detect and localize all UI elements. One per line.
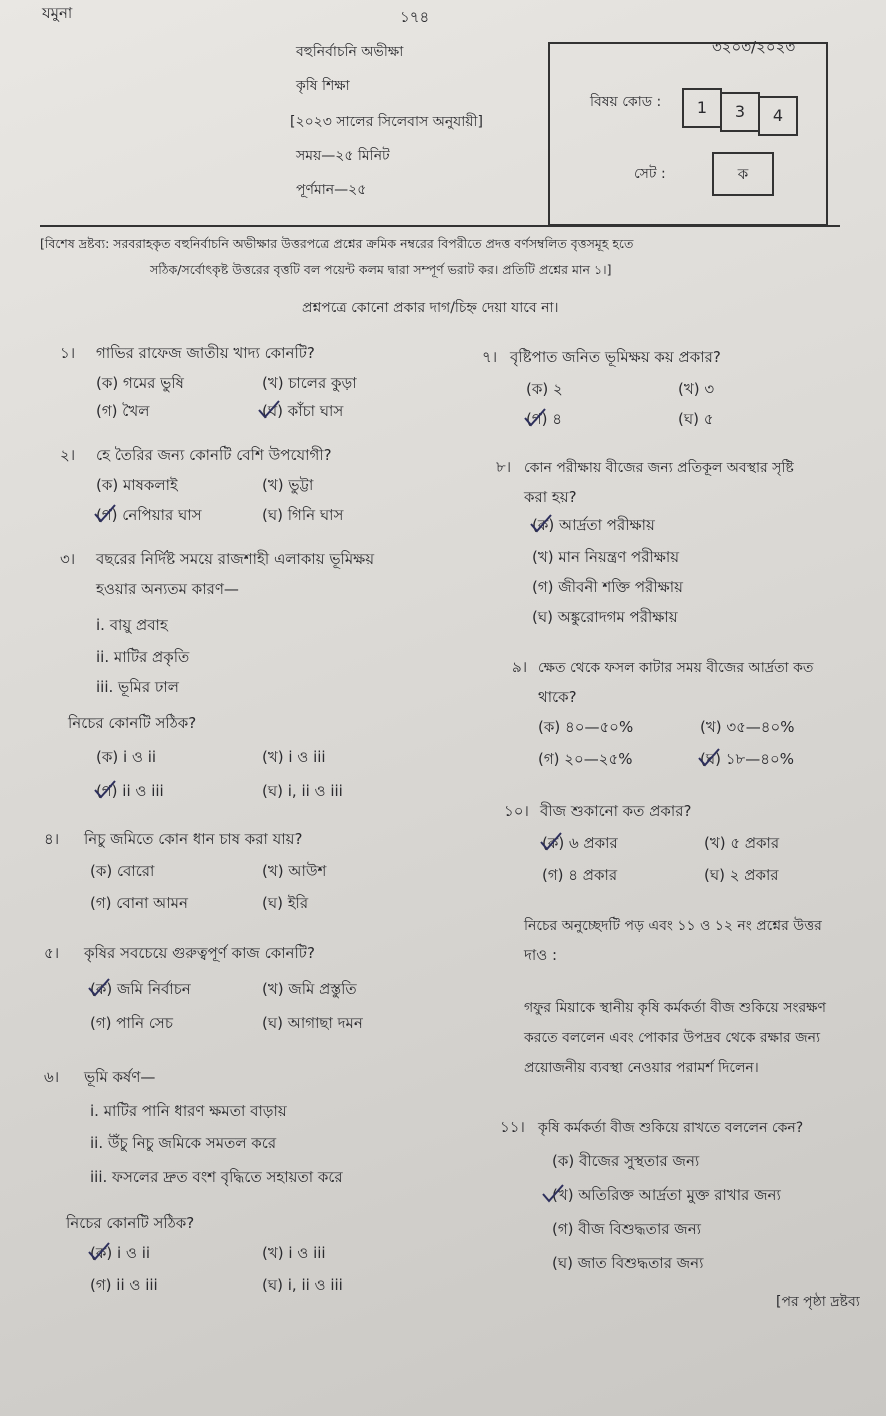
tick-mark-icon <box>256 398 282 420</box>
q6-statement-ii: ii. উঁচু নিচু জমিকে সমতল করে <box>90 1134 277 1152</box>
passage-body-line-2: করতে বললেন এবং পোকার উপদ্রব থেকে রক্ষার জন্য <box>524 1030 821 1046</box>
q9-text-line-2: থাকে? <box>538 688 577 706</box>
instruction-line-3: প্রশ্নপত্রে কোনো প্রকার দাগ/চিহ্ন দেয়া যাবে না। <box>302 300 559 316</box>
q11-option-a: (ক) বীজের সুস্থতার জন্য <box>552 1152 700 1170</box>
q8-number: ৮। <box>496 458 512 476</box>
q6-ask: নিচের কোনটি সঠিক? <box>66 1214 195 1232</box>
set-value-box: ক <box>712 152 774 196</box>
q11-option-d: (ঘ) জাত বিশুদ্ধতার জন্য <box>552 1254 704 1272</box>
q4-option-d: (ঘ) ইরি <box>262 894 309 912</box>
passage-intro-line-1: নিচের অনুচ্ছেদটি পড় এবং ১১ ও ১২ নং প্রশ্নের উত্তর <box>524 918 822 934</box>
syllabus-note: [২০২৩ সালের সিলেবাস অনুযায়ী] <box>290 114 484 130</box>
q6-text: ভূমি কর্ষণ— <box>84 1068 156 1086</box>
tick-mark-icon <box>528 512 554 534</box>
q3-statement-iii: iii. ভূমির ঢাল <box>96 678 179 696</box>
subject-code-digit-1: 1 <box>682 88 722 128</box>
q10-option-d: (ঘ) ২ প্রকার <box>704 866 779 884</box>
q2-number: ২। <box>60 446 76 464</box>
q4-text: নিচু জমিতে কোন ধান চাষ করা যায়? <box>84 830 303 848</box>
q1-option-a: (ক) গমের ভুষি <box>96 374 184 392</box>
instruction-line-2: সঠিক/সর্বোৎকৃষ্ট উত্তরের বৃত্তটি বল পয়েন্ট কলম দ্বারা সম্পূর্ণ ভরাট কর। প্রতিটি প্রশ্নের মান ১।] <box>150 262 612 277</box>
q6-option-b: (খ) i ও iii <box>262 1244 326 1262</box>
tick-mark-icon <box>92 778 118 800</box>
q5-option-c: (গ) পানি সেচ <box>90 1014 173 1032</box>
q2-option-c: (গ) নেপিয়ার ঘাস <box>96 506 202 524</box>
subject-code-box <box>548 42 828 226</box>
q2-text: হে তৈরির জন্য কোনটি বেশি উপযোগী? <box>96 446 332 464</box>
tick-mark-icon <box>86 976 112 998</box>
q10-text: বীজ শুকানো কত প্রকার? <box>540 802 692 820</box>
q9-text-line-1: ক্ষেত থেকে ফসল কাটার সময় বীজের আর্দ্রতা কত <box>538 660 814 676</box>
q2-option-b: (খ) ভুট্টা <box>262 476 314 494</box>
set-label: সেট : <box>634 166 666 182</box>
q5-number: ৫। <box>44 944 60 962</box>
q1-text: গাভির রাফেজ জাতীয় খাদ্য কোনটি? <box>96 344 315 362</box>
q3-text-line-1: বছরের নির্দিষ্ট সময়ে রাজশাহী এলাকায় ভূমিক্ষয় <box>96 550 375 568</box>
q6-option-a: (ক) i ও ii <box>90 1244 151 1262</box>
q7-option-d: (ঘ) ৫ <box>678 410 714 428</box>
tick-mark-icon <box>696 746 722 768</box>
q1-option-d: (ঘ) কাঁচা ঘাস <box>262 402 344 420</box>
q1-number: ১। <box>60 344 76 362</box>
q4-number: ৪। <box>44 830 60 848</box>
q8-option-d: (ঘ) অঙ্কুরোদগম পরীক্ষায় <box>532 608 678 626</box>
q7-option-a: (ক) ২ <box>526 380 563 398</box>
instruction-line-1: [বিশেষ দ্রষ্টব্য: সরবরাহকৃত বহুনির্বাচনি অভীক্ষার উত্তরপত্রে প্রশ্নের ক্রমিক নম্বরের বিপরীতে প্রদত্ত বর্ণসম্বলিত বৃত্তসমূহ হতে <box>40 236 634 251</box>
q10-number: ১০। <box>504 802 529 820</box>
q11-text: কৃষি কর্মকর্তা বীজ শুকিয়ে রাখতে বললেন কেন? <box>538 1120 804 1136</box>
q3-option-c: (গ) ii ও iii <box>96 782 164 800</box>
q11-number: ১১। <box>500 1118 525 1136</box>
q3-text-line-2: হওয়ার অন্যতম কারণ— <box>96 580 239 598</box>
passage-body-line-3: প্রয়োজনীয় ব্যবস্থা নেওয়ার পরামর্শ দিলেন। <box>524 1060 759 1076</box>
passage-body-line-1: গফুর মিয়াকে স্থানীয় কৃষি কর্মকর্তা বীজ শুকিয়ে সংরক্ষণ <box>524 1000 826 1016</box>
q8-text-line-1: কোন পরীক্ষায় বীজের জন্য প্রতিকূল অবস্থার সৃষ্টি <box>524 460 794 476</box>
q3-statement-ii: ii. মাটির প্রকৃতি <box>96 648 190 666</box>
q10-option-c: (গ) ৪ প্রকার <box>542 866 618 884</box>
q8-option-c: (গ) জীবনী শক্তি পরীক্ষায় <box>532 578 683 596</box>
q8-option-a: (ক) আর্দ্রতা পরীক্ষায় <box>532 516 655 534</box>
q5-option-a: (ক) জমি নির্বাচন <box>90 980 191 998</box>
q3-statement-i: i. বায়ু প্রবাহ <box>96 616 168 634</box>
q8-option-b: (খ) মান নিয়ন্ত্রণ পরীক্ষায় <box>532 548 680 566</box>
code-reference: ৩২০৩/২০২৩ <box>712 38 796 56</box>
full-marks: পূর্ণমান—২৫ <box>296 182 367 198</box>
header-divider <box>40 225 840 227</box>
exam-type: বহুনির্বাচনি অভীক্ষা <box>296 44 404 60</box>
q3-option-a: (ক) i ও ii <box>96 748 157 766</box>
q7-option-c: (গ) ৪ <box>526 410 563 428</box>
q2-option-d: (ঘ) গিনি ঘাস <box>262 506 344 524</box>
q10-option-a: (ক) ৬ প্রকার <box>542 834 618 852</box>
q5-option-d: (ঘ) আগাছা দমন <box>262 1014 363 1032</box>
tick-mark-icon <box>86 1240 112 1262</box>
q4-option-a: (ক) বোরো <box>90 862 155 880</box>
q5-option-b: (খ) জমি প্রস্তুতি <box>262 980 357 998</box>
q9-option-d: (ঘ) ১৮—৪০% <box>700 750 794 768</box>
q3-ask: নিচের কোনটি সঠিক? <box>68 714 197 732</box>
tick-mark-icon <box>522 406 548 428</box>
tick-mark-icon <box>540 1182 566 1204</box>
q5-text: কৃষির সবচেয়ে গুরুত্বপূর্ণ কাজ কোনটি? <box>84 944 315 962</box>
q4-option-b: (খ) আউশ <box>262 862 327 880</box>
tick-mark-icon <box>92 502 118 524</box>
q6-number: ৬। <box>44 1068 60 1086</box>
q6-statement-iii: iii. ফসলের দ্রুত বংশ বৃদ্ধিতে সহায়তা করে <box>90 1168 343 1186</box>
q4-option-c: (গ) বোনা আমন <box>90 894 188 912</box>
tick-mark-icon <box>538 830 564 852</box>
q9-option-a: (ক) ৪০—৫০% <box>538 718 634 736</box>
subject-code-label: বিষয় কোড : <box>590 94 662 110</box>
q6-option-c: (গ) ii ও iii <box>90 1276 158 1294</box>
q11-option-b: (খ) অতিরিক্ত আর্দ্রতা মুক্ত রাখার জন্য <box>552 1186 781 1204</box>
passage-intro-line-2: দাও : <box>524 946 558 964</box>
q7-number: ৭। <box>482 348 498 366</box>
q11-option-c: (গ) বীজ বিশুদ্ধতার জন্য <box>552 1220 702 1238</box>
q1-option-b: (খ) চালের কুড়া <box>262 374 357 392</box>
board-name: যমুনা <box>42 4 73 22</box>
q9-number: ৯। <box>512 658 528 676</box>
q7-option-b: (খ) ৩ <box>678 380 715 398</box>
subject-code-digit-3: 4 <box>758 96 798 136</box>
q1-option-c: (গ) খৈল <box>96 402 150 420</box>
q3-option-b: (খ) i ও iii <box>262 748 326 766</box>
q3-number: ৩। <box>60 550 76 568</box>
q2-option-a: (ক) মাষকলাই <box>96 476 178 494</box>
subject-name: কৃষি শিক্ষা <box>296 78 350 94</box>
q10-option-b: (খ) ৫ প্রকার <box>704 834 780 852</box>
q7-text: বৃষ্টিপাত জনিত ভূমিক্ষয় কয় প্রকার? <box>510 348 721 366</box>
q3-option-d: (ঘ) i, ii ও iii <box>262 782 343 800</box>
q6-statement-i: i. মাটির পানি ধারণ ক্ষমতা বাড়ায় <box>90 1102 287 1120</box>
q8-text-line-2: করা হয়? <box>524 488 577 506</box>
exam-time: সময়—২৫ মিনিট <box>296 148 390 164</box>
q9-option-b: (খ) ৩৫—৪০% <box>700 718 795 736</box>
q9-option-c: (গ) ২০—২৫% <box>538 750 633 768</box>
next-page-note: [পর পৃষ্ঠা দ্রষ্টব্য <box>776 1294 860 1310</box>
page-number: ১৭৪ <box>400 8 430 26</box>
q6-option-d: (ঘ) i, ii ও iii <box>262 1276 343 1294</box>
subject-code-digit-2: 3 <box>720 92 760 132</box>
